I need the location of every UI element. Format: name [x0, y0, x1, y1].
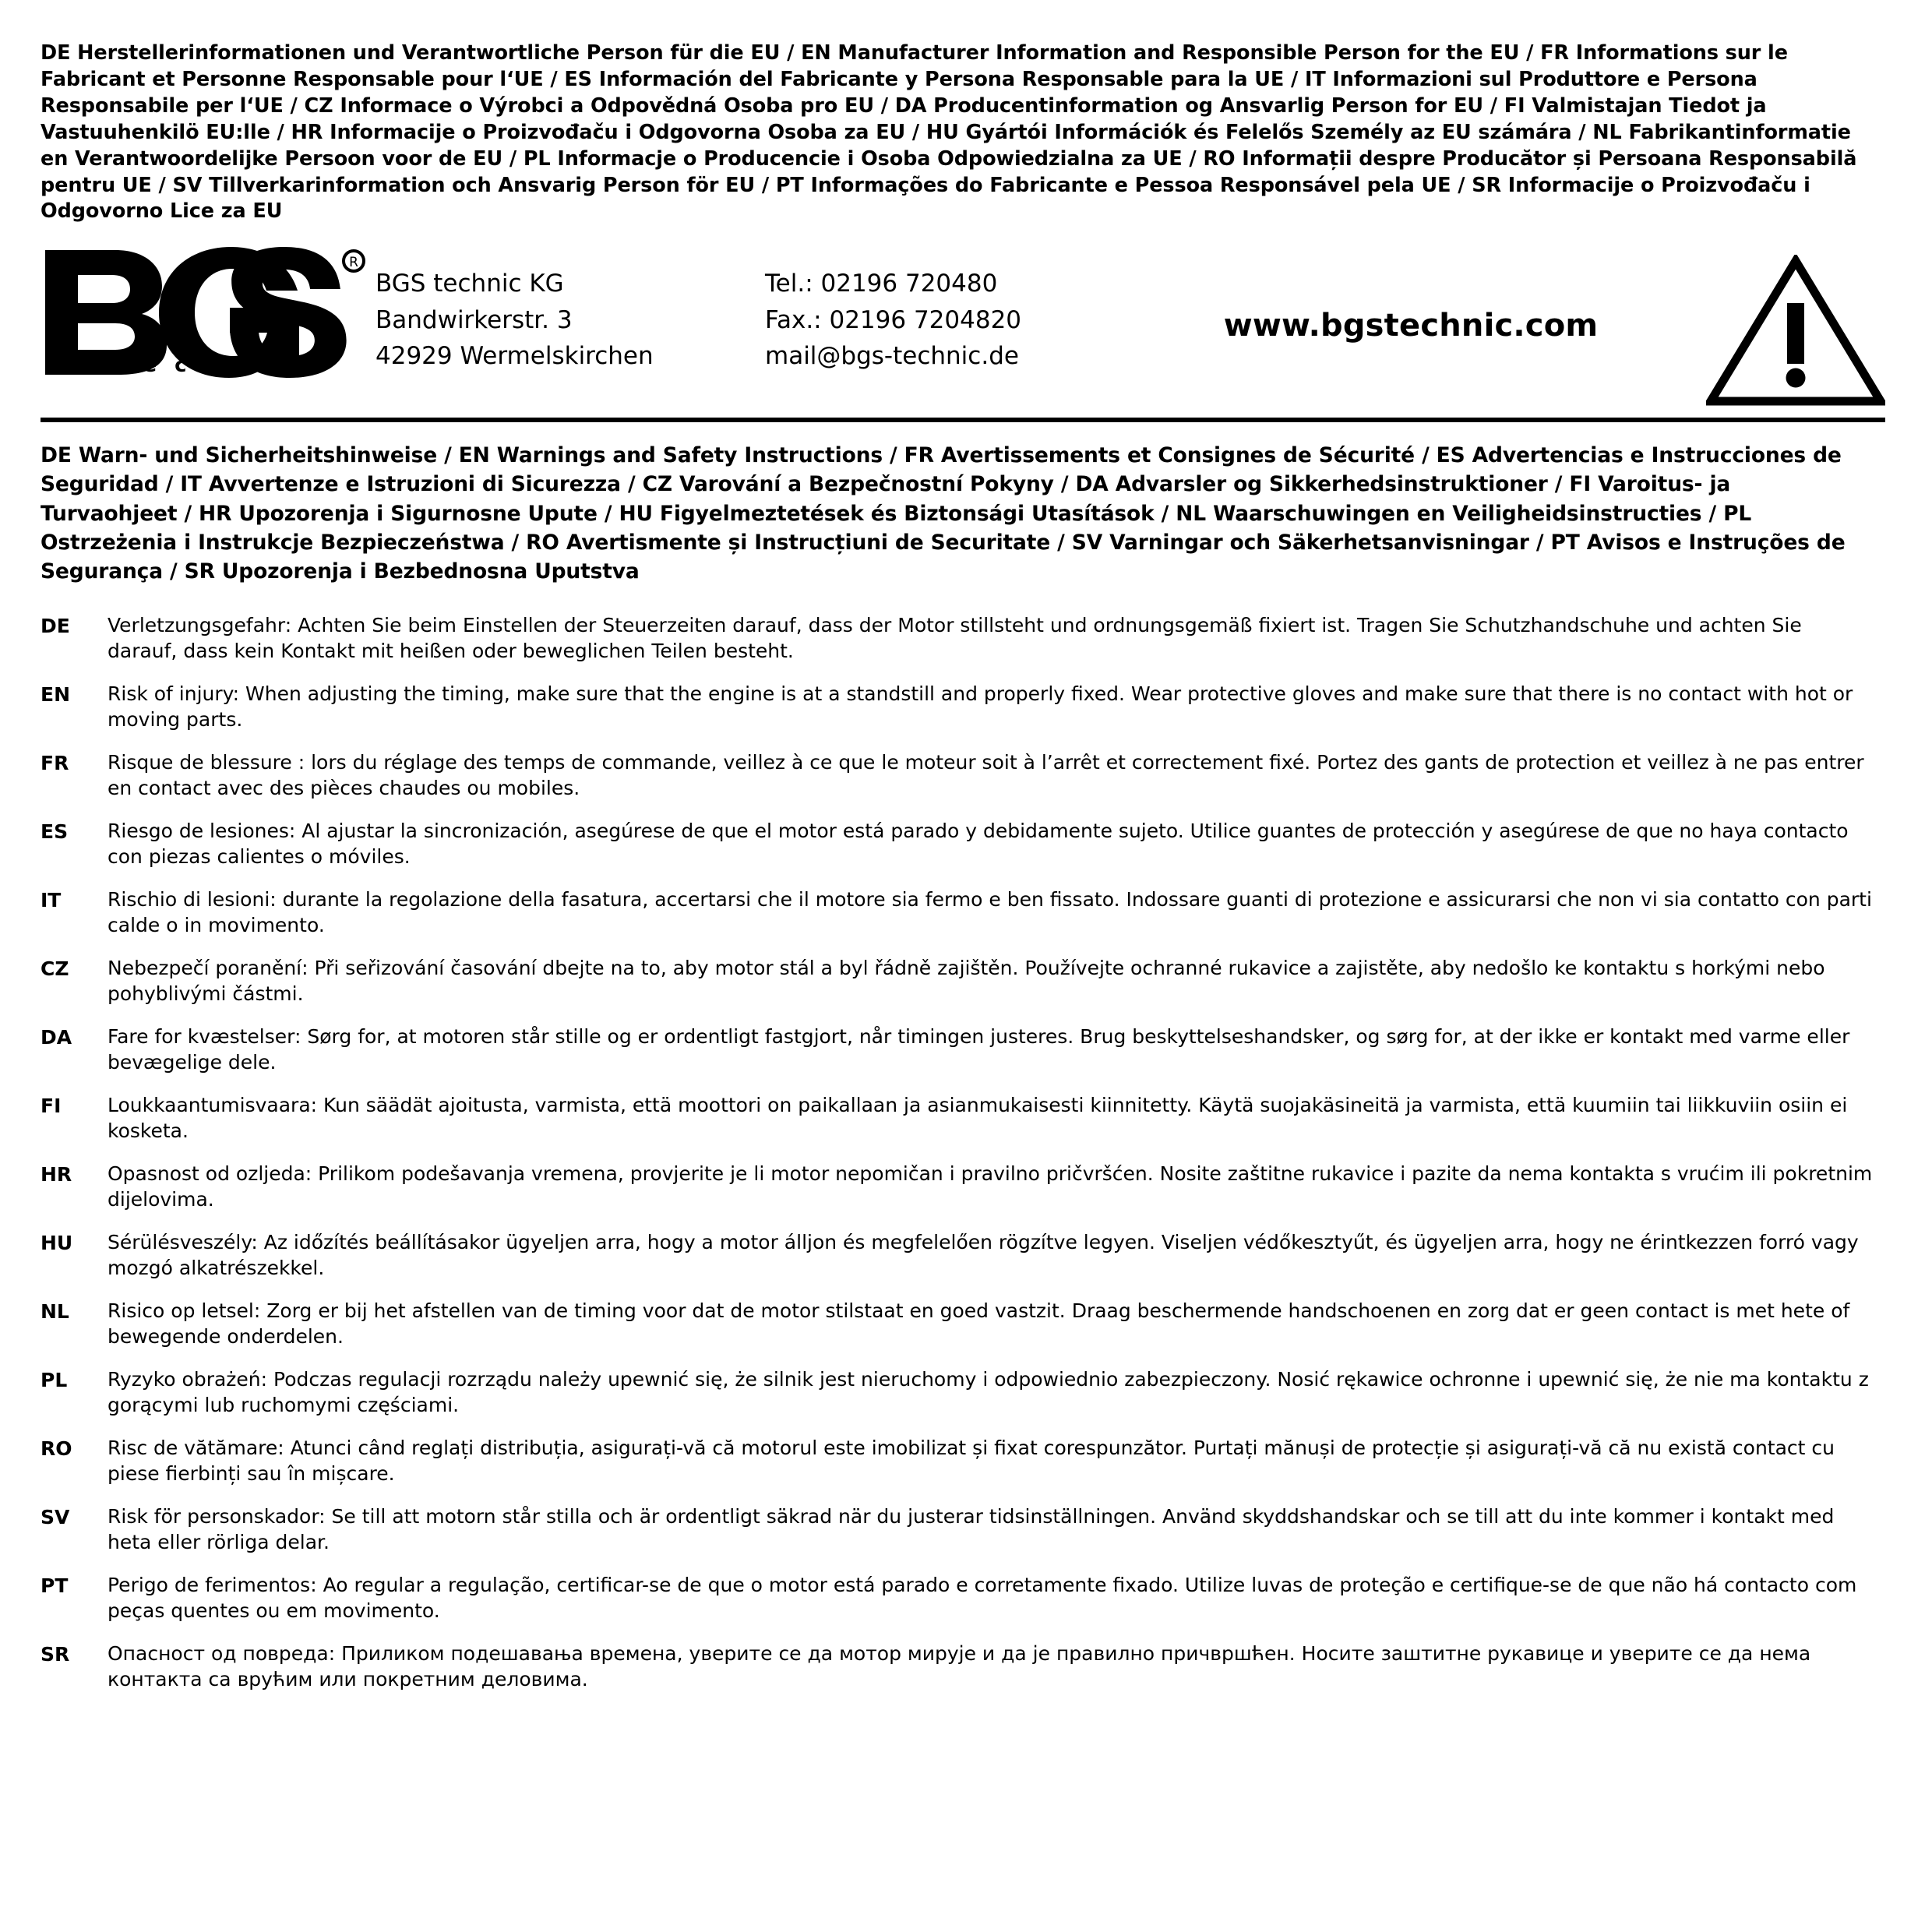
warning-triangle-icon: [1690, 239, 1885, 407]
warning-text: Risico op letsel: Zorg er bij het afstellen van de timing voor dat de motor stilstaat en goed vastzit. Draag beschermende handschoenen en zorg dat er geen contact is met hete of bewegende onderdelen.: [108, 1299, 1850, 1349]
warning-row-sv: [41, 1504, 1885, 1556]
company-tel: Tel.: 02196 720480: [765, 270, 998, 298]
company-fax: Fax.: 02196 7204820: [765, 305, 1022, 334]
warning-row-sr: [41, 1641, 1885, 1693]
warning-row-en: [41, 681, 1885, 733]
warning-row-it: [41, 887, 1885, 939]
safety-instructions-heading: DE Warn- und Sicherheitshinweise / EN Warnings and Safety Instructions / FR Avertissements et Consignes de Sécurité / ES Advertencias e Instrucciones de Seguridad / IT Avvertenze e Istruzioni di Sicurezza / CZ Varování a Bezpečnostní Pokyny / DA Advarsler og Sikkerhedsinstruktioner / FI Varoitus- ja Turvaohjeet / HR Upozorenja i Sigurnosne Upute / HU Figyelmeztetések és Biztonsági Utasítások / NL Waarschuwingen en Veiligheidsinstructies / PL Ostrzeżenia i Instrukcje Bezpieczeństwa / RO Avertismente și Instrucțiuni de Securitate / SV Varningar och Säkerhetsanvisningar / PT Avisos e Instruções de Segurança / SR Upozorenja i Bezbednosna Uputstva: [41, 443, 1846, 583]
language-code: FI: [41, 1094, 62, 1117]
warnings-list: [41, 612, 1885, 1693]
warning-row-fr: [41, 749, 1885, 802]
warning-text: Opasnost od ozljeda: Prilikom podešavanja vremena, provjerite je li motor nepomičan i pravilno pričvršćen. Nosite zaštitne rukavice i pazite da nema kontakta s vrućim ili pokretnim dijelovima.: [108, 1162, 1873, 1211]
warning-row-pt: [41, 1572, 1885, 1624]
warning-text: Ryzyko obrażeń: Podczas regulacji rozrządu należy upewnić się, że silnik jest nieruchomy i odpowiednio zabezpieczony. Nosić rękawice ochronne i upewnić się, że nie ma kontaktu z gorącymi lub ruchomymi częściami.: [108, 1367, 1869, 1417]
warning-text: Nebezpečí poranění: Při seřizování časování dbejte na to, aby motor stál a byl řádně zajištěn. Používejte ochranné rukavice a zajistěte, aby nedošlo ke kontaktu s horkými nebo pohyblivými částmi.: [108, 956, 1825, 1006]
warning-text: Sérülésveszély: Az időzítés beállításakor ügyeljen arra, hogy a motor álljon és megfelelően rögzítve legyen. Viseljen védőkesztyűt, és ügyeljen arra, hogy ne érintkezzen forró vagy mozgó alkatrészekkel.: [108, 1230, 1859, 1280]
warning-row-ro: [41, 1435, 1885, 1487]
svg-text:R: R: [349, 255, 358, 271]
warning-text: Loukkaantumisvaara: Kun säädät ajoitusta, varmista, että moottori on paikallaan ja asianmukaisesti kiinnitetty. Käytä suojakäsineitä ja varmista, että kuumiin tai liikkuviin osiin ei kosketa.: [108, 1093, 1848, 1143]
warning-text: Perigo de ferimentos: Ao regular a regulação, certificar-se de que o motor está parado e corretamente fixado. Utilize luvas de proteção e certifique-se de que não há contacto com peças quentes ou em movimento.: [108, 1573, 1857, 1623]
company-header-band: [41, 239, 1885, 422]
warning-row-hr: [41, 1161, 1885, 1213]
language-code: DA: [41, 1025, 72, 1049]
svg-text:t e c h n i c: t e c h n i c: [115, 354, 312, 378]
company-address: [375, 239, 765, 375]
company-city: 42929 Wermelskirchen: [375, 342, 654, 371]
manufacturer-info-heading: DE Herstellerinformationen und Verantwortliche Person für die EU / EN Manufacturer Information and Responsible Person for the EU / FR Informations sur le Fabricant et Personne Responsable pour l‘UE / ES Información del Fabricante y Persona Responsable para la UE / IT Informazioni sul Produttore e Persona Responsabile per l‘UE / CZ Informace o Výrobci a Odpovědná Osoba pro EU / DA Producentinformation og Ansvarlig Person for EU / FI Valmistajan Tiedot ja Vastuuhenkilö EU:lle / HR Informacije o Proizvođaču i Odgovorna Osoba za EU / HU Gyártói Információk és Felelős Személy az EU számára / NL Fabrikantinformatie en Verantwoordelijke Persoon voor de EU / PL Informacje o Producencie i Osoba Odpowiedzialna za UE / RO Informații despre Producător și Persoana Responsabilă pentru UE / SV Tillverkarinformation och Ansvarig Person för EU / PT Informações do Fabricante e Pessoa Responsável pela UE / SR Informacije o Proizvođaču i Odgovorno Lice za EU: [41, 41, 1857, 224]
warning-triangle-graphic: [1706, 255, 1885, 407]
warning-row-hu: [41, 1229, 1885, 1282]
warning-text: Rischio di lesioni: durante la regolazione della fasatura, accertarsi che il motore sia fermo e ben fissato. Indossare guanti di protezione e assicurarsi che non vi sia contatto con parti calde o in movimento.: [108, 887, 1872, 937]
language-code: DE: [41, 614, 70, 637]
company-website[interactable]: www.bgstechnic.com: [1223, 308, 1599, 344]
company-name: BGS technic KG: [375, 270, 564, 298]
language-code: HR: [41, 1162, 72, 1186]
language-code: IT: [41, 888, 62, 911]
warning-row-es: [41, 818, 1885, 870]
language-code: SR: [41, 1642, 70, 1666]
warning-text: Risk för personskador: Se till att motorn står stilla och är ordentligt säkrad när du justerar tidsinställningen. Använd skyddshandskar och se till att du inte kommer i kontakt med heta eller rörliga delar.: [108, 1504, 1835, 1554]
language-code: EN: [41, 682, 71, 706]
warning-text: Riesgo de lesiones: Al ajustar la sincronización, asegúrese de que el motor está parado y debidamente sujeto. Utilice guantes de protección y asegúrese de que no haya contacto con piezas calientes o móviles.: [108, 819, 1849, 869]
warning-row-fi: [41, 1092, 1885, 1144]
warning-text: Verletzungsgefahr: Achten Sie beim Einstellen der Steuerzeiten darauf, dass der Motor stillsteht und ordnungsgemäß fixiert ist. Tragen Sie Schutzhandschuhe und achten Sie darauf, dass kein Kontakt mit heißen oder beweglichen Teilen besteht.: [108, 613, 1802, 663]
bgs-logo: [41, 239, 375, 378]
language-code: CZ: [41, 957, 69, 980]
warning-text: Risk of injury: When adjusting the timing, make sure that the engine is at a standstill and properly fixed. Wear protective gloves and make sure that there is no contact with hot or moving parts.: [108, 682, 1853, 732]
language-code: SV: [41, 1505, 70, 1528]
warning-row-nl: [41, 1298, 1885, 1350]
warning-row-cz: [41, 955, 1885, 1007]
bgs-logo-graphic: [41, 245, 368, 378]
warning-text: Fare for kvæstelser: Sørg for, at motoren står stille og er ordentligt fastgjort, når timingen justeres. Brug beskyttelseshandsker, og sørg for, at der ikke er kontakt med varme eller bevægelige dele.: [108, 1024, 1850, 1074]
language-code: PL: [41, 1368, 68, 1391]
language-code: ES: [41, 820, 69, 843]
warning-row-pl: [41, 1366, 1885, 1419]
company-street: Bandwirkerstr. 3: [375, 305, 573, 334]
language-code: NL: [41, 1299, 69, 1323]
company-email[interactable]: mail@bgs-technic.de: [765, 342, 1019, 371]
language-code: PT: [41, 1574, 69, 1597]
warning-text: Опасност од повреда: Приликом подешавања времена, уверите се да мотор мирује и да је правилно причвршћен. Носите заштитне рукавице и уверите се да нема контакта са врућим или покретним деловима.: [108, 1641, 1811, 1691]
warning-row-da: [41, 1024, 1885, 1076]
language-code: FR: [41, 751, 69, 774]
language-code: HU: [41, 1231, 73, 1254]
warning-row-de: [41, 612, 1885, 665]
company-contact: [765, 239, 1131, 375]
language-code: RO: [41, 1437, 72, 1460]
warning-text: Risque de blessure : lors du réglage des temps de commande, veillez à ce que le moteur soit à l’arrêt et correctement fixé. Portez des gants de protection et veillez à ne pas entrer en contact avec des pièces chaudes ou mobiles.: [108, 750, 1864, 800]
warning-text: Risc de vătămare: Atunci când reglați distribuția, asigurați-vă că motorul este imobilizat și fixat corespunzător. Purtați mănuși de protecție și asigurați-vă că nu există contact cu piese fierbinți sau în mișcare.: [108, 1436, 1835, 1486]
